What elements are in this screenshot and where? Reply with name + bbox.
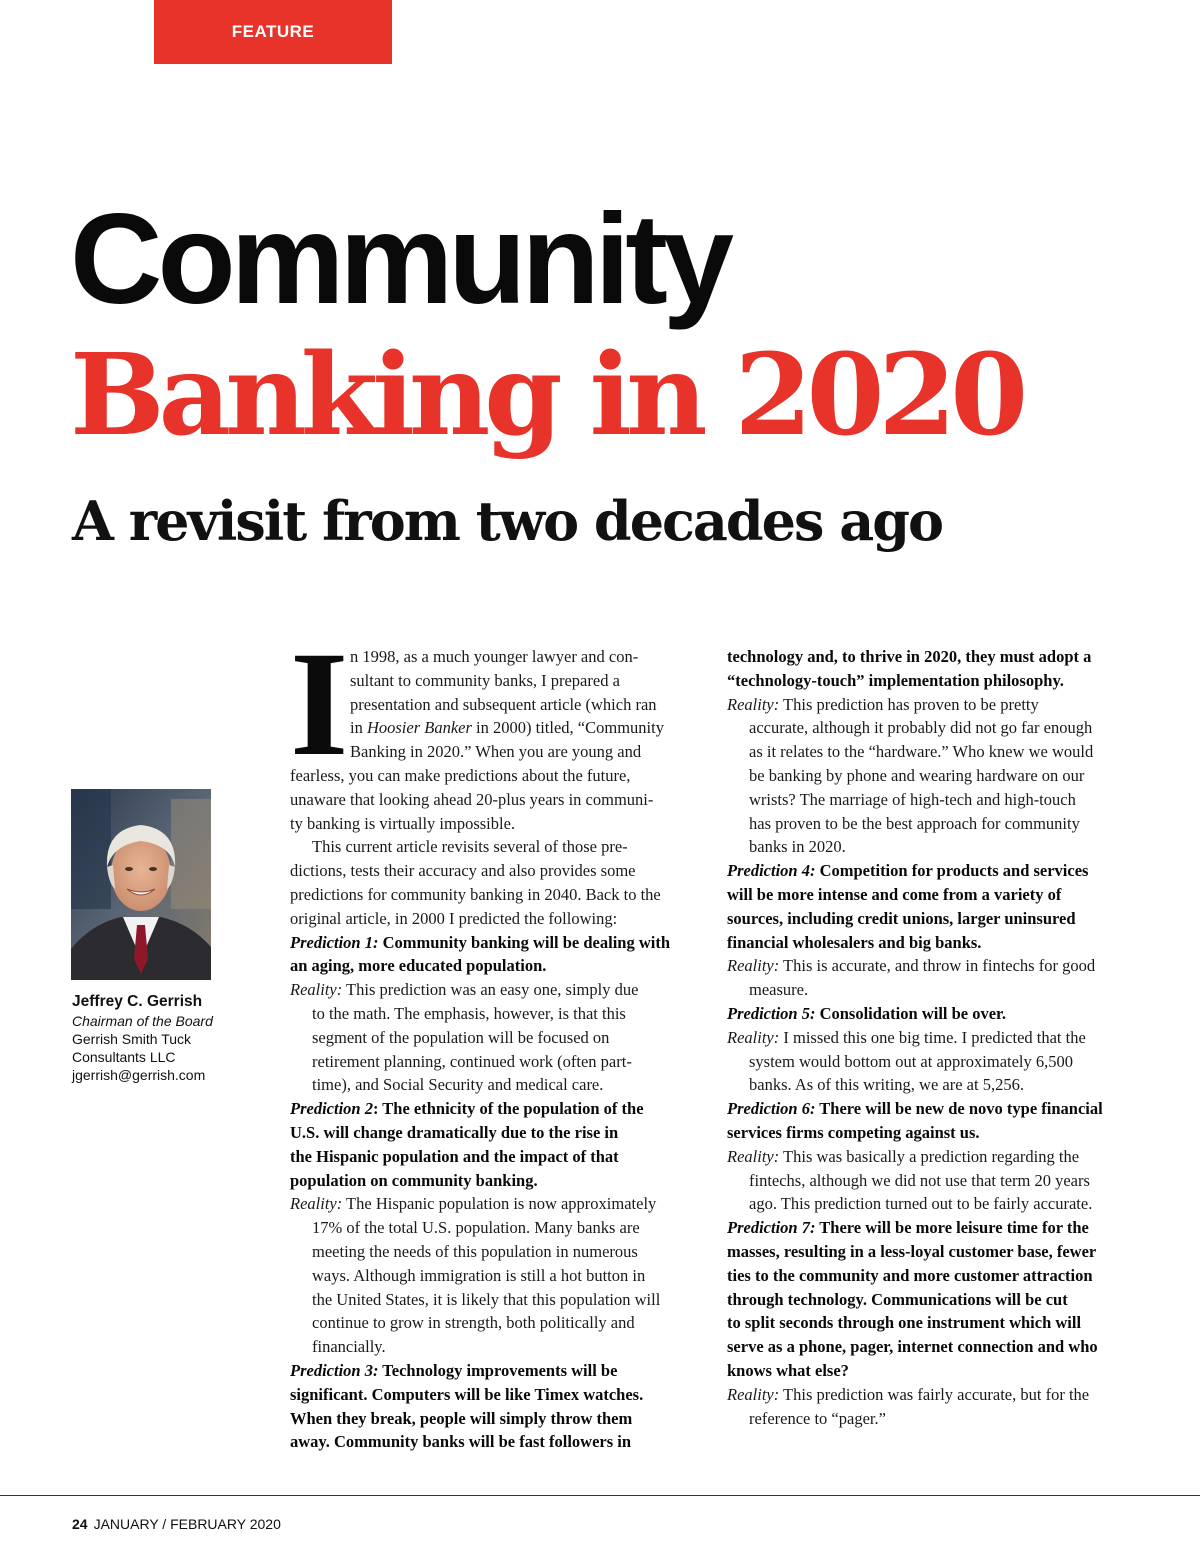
text-line: banks in 2020. <box>749 837 846 857</box>
section-tab: FEATURE <box>154 0 392 64</box>
footer-divider <box>0 1495 1200 1496</box>
author-email[interactable]: jgerrish@gerrish.com <box>72 1067 206 1083</box>
text-line: through technology. Communications will be cut <box>727 1289 1068 1309</box>
text-line: to the math. The emphasis, however, is that this <box>312 1003 626 1023</box>
reality-7: Reality: This prediction was fairly accurate, but for the <box>727 1384 1090 1404</box>
text-line: unaware that looking ahead 20-plus years in communi- <box>290 789 654 809</box>
text-line: accurate, although it probably did not go far enough <box>749 718 1093 738</box>
text-line: fintechs, although we did not use that term 20 years <box>749 1170 1090 1190</box>
text-line: Banking in 2020.” When you are young and <box>350 742 642 762</box>
text-line: This current article revisits several of those pre- <box>312 837 628 857</box>
text-line: segment of the population will be focused on <box>312 1027 610 1047</box>
text-line: away. Community banks will be fast followers in <box>290 1432 632 1452</box>
text-line: “technology-touch” implementation philosophy. <box>727 670 1064 690</box>
page-footer <box>72 1516 281 1532</box>
prediction-3: Prediction 3: Technology improvements will be <box>290 1360 618 1380</box>
reality-4: Reality: This is accurate, and throw in fintechs for good <box>727 956 1096 976</box>
prediction-7: Prediction 7: There will be more leisure time for the <box>727 1218 1089 1238</box>
text-line: measure. <box>749 980 809 1000</box>
prediction-5: Prediction 5: Consolidation will be over. <box>727 1003 1006 1023</box>
intro-paragraph <box>290 621 690 835</box>
text-line: time), and Social Security and medical care. <box>312 1075 604 1095</box>
text-line: knows what else? <box>727 1360 849 1380</box>
text-line: retirement planning, continued work (often part- <box>312 1051 632 1071</box>
text-line: sultant to community banks, I prepared a <box>350 670 620 690</box>
prediction-2: Prediction 2: The ethnicity of the population of the <box>290 1099 644 1119</box>
publication-name: Hoosier Banker <box>366 718 472 738</box>
text-line: ago. This prediction turned out to be fairly accurate. <box>749 1194 1093 1214</box>
author-photo <box>71 789 211 980</box>
text-line: 17% of the total U.S. population. Many banks are <box>312 1218 640 1238</box>
headline-subtitle: A revisit from two decades ago <box>72 489 942 553</box>
text-line: dictions, tests their accuracy and also provides some <box>290 861 636 881</box>
reality-5: Reality: I missed this one big time. I predicted that the <box>727 1027 1086 1047</box>
page-number: 24 <box>72 1516 88 1532</box>
text-line: significant. Computers will be like Timex watches. <box>290 1384 644 1404</box>
text-line: ties to the community and more customer attraction <box>727 1265 1093 1285</box>
text-line: masses, resulting in a less-loyal customer base, fewer <box>727 1241 1097 1261</box>
text-line: the United States, it is likely that this population will <box>312 1289 661 1309</box>
issue-date: JANUARY / FEBRUARY 2020 <box>93 1516 281 1532</box>
prediction-1: Prediction 1: Community banking will be dealing with <box>290 932 671 952</box>
text-line: wrists? The marriage of high-tech and high-touch <box>749 789 1076 809</box>
text-line: will be more intense and come from a variety of <box>727 884 1062 904</box>
author-company-line-1: Gerrish Smith Tuck <box>72 1031 192 1047</box>
text-line: predictions for community banking in 2040. Back to the <box>290 884 661 904</box>
article-column-1 <box>290 621 690 1454</box>
text-line: banks. As of this writing, we are at 5,256. <box>749 1075 1024 1095</box>
text-line: the Hispanic population and the impact of that <box>290 1146 619 1166</box>
text-line: be banking by phone and wearing hardware on our <box>749 765 1085 785</box>
text-line: financial wholesalers and big banks. <box>727 932 982 952</box>
text-line: ways. Although immigration is still a hot button in <box>312 1265 646 1285</box>
text-line: When they break, people will simply throw them <box>290 1408 633 1428</box>
author-name: Jeffrey C. Gerrish <box>72 993 203 1010</box>
drop-cap: I <box>290 621 349 787</box>
text-line: has proven to be the best approach for community <box>749 813 1080 833</box>
headline-line-2: Banking in 2020 <box>70 330 1023 461</box>
text-line: continue to grow in strength, both politically and <box>312 1313 635 1333</box>
text-line: technology and, to thrive in 2020, they must adopt a <box>727 647 1092 666</box>
text-line: as it relates to the “hardware.” Who knew we would <box>749 742 1094 762</box>
reality-3: Reality: This prediction has proven to be pretty <box>727 694 1039 714</box>
text-line: services firms competing against us. <box>727 1122 980 1142</box>
text-line: original article, in 2000 I predicted the following: <box>290 908 618 928</box>
text-line: an aging, more educated population. <box>290 956 547 976</box>
text-line: population on community banking. <box>290 1170 538 1190</box>
reality-1: Reality: This prediction was an easy one, simply due <box>290 980 639 1000</box>
text-line: financially. <box>312 1337 386 1357</box>
text-line: ty banking is virtually impossible. <box>290 813 516 833</box>
text-line: presentation and subsequent article (which ran <box>350 694 657 714</box>
headline-line-1: Community <box>70 188 729 331</box>
reality-6: Reality: This was basically a prediction regarding the <box>727 1146 1080 1166</box>
author-title: Chairman of the Board <box>72 1013 213 1029</box>
text-line: n 1998, as a much younger lawyer and con- <box>350 647 639 666</box>
text-line: U.S. will change dramatically due to the rise in <box>290 1122 619 1142</box>
text-line: sources, including credit unions, larger uninsured <box>727 908 1076 928</box>
prediction-4: Prediction 4: Competition for products and services <box>727 861 1089 881</box>
text-line: system would bottom out at approximately 6,500 <box>749 1051 1074 1071</box>
text-line: fearless, you can make predictions about the future, <box>290 765 631 785</box>
reality-2: Reality: The Hispanic population is now approximately <box>290 1194 657 1214</box>
author-info <box>72 992 272 1084</box>
text-line: serve as a phone, pager, internet connection and who <box>727 1337 1098 1357</box>
author-company-line-2: Consultants LLC <box>72 1049 176 1065</box>
text-line: meeting the needs of this population in numerous <box>312 1241 638 1261</box>
text-line: in Hoosier Banker in 2000) titled, “Community <box>350 718 664 738</box>
text-line: to split seconds through one instrument which will <box>727 1313 1082 1333</box>
article-column-2 <box>727 645 1127 1430</box>
prediction-6: Prediction 6: There will be new de novo type financial <box>727 1099 1103 1119</box>
text-line: reference to “pager.” <box>749 1408 886 1428</box>
